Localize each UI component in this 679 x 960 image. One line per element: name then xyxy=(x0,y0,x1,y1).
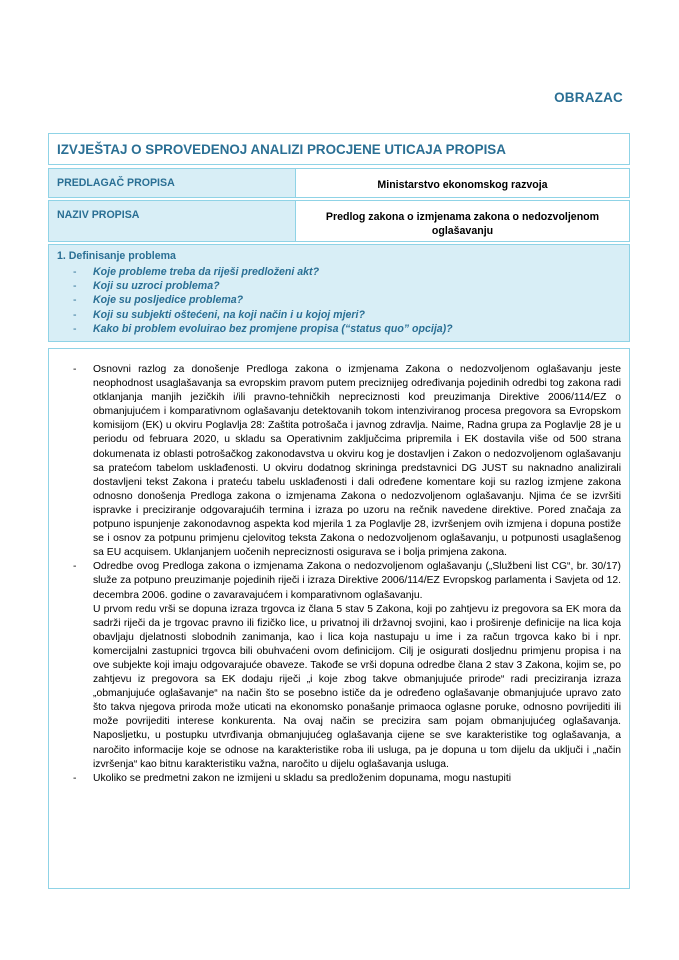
dash-bullet: - xyxy=(73,322,77,335)
question-item xyxy=(57,279,621,293)
regulation-name-row xyxy=(48,200,630,242)
dash-bullet: - xyxy=(73,266,77,278)
problem-heading: 1. Definisanje problema xyxy=(57,250,176,262)
report-title: IZVJEŠTAJ O SPROVEDENOJ ANALIZI PROCJENE UTICAJA PROPISA xyxy=(57,142,506,157)
paragraph-provisions xyxy=(57,560,621,602)
form-label: OBRAZAC xyxy=(554,90,623,105)
dash-bullet: - xyxy=(73,294,77,307)
dash-bullet: - xyxy=(73,772,77,784)
problem-definition-section xyxy=(48,244,630,342)
report-title-box xyxy=(48,133,630,165)
dash-bullet: - xyxy=(73,280,77,293)
proposer-label: PREDLAGAČ PROPISA xyxy=(49,169,296,197)
regulation-name-label: NAZIV PROPISA xyxy=(49,201,296,241)
paragraph-text: Odredbe ovog Predloga zakona o izmjenama Zakona o nedozvoljenom oglašavanju („Službeni list CG“, br. 30/17) služe za potpuno preuzimanje pojedinih riječi i izraza Direktive 2006/114/EZ Evropskog parlamenta i Savjeta od 12. decembra 2006. godine o zavaravajućem i komparativnom oglašavanju. xyxy=(93,561,621,601)
paragraph-text: Osnovni razlog za donošenje Predloga zakona o izmjenama Zakona o nedozvoljenom oglašavanju jeste neophodnost usaglašavanja sa evropskim pravom putem preciznijeg određivanja pojedinih odredbi tog zakona radi otklanjanja manjih jezičkih i/ili pravno-tehničkih nepreciznosti kod preuzimanja Direktive 2006/114/EZ o obmanjujućem i komparativnom oglašavanju detektovanih tokom intenziviranog procesa pregovora sa Evropskom komisijom (EK) u okviru Poglavlja 28: Zaštita potrošača i javnog zdravlja. Naime, Radna grupa za Poglavlje 28 je u periodu od februara 2020, u skladu sa Operativnim zaključcima pripremila i EK dostavila više od 500 strana dokumenata iz oblasti potrošačkog zakonodavstva u okviru kog je dostavljen i Zakon o nedozvoljenom oglašavanju sa pratećom tabelom usklađenosti. U okviru dodatnog skrininga predstavnici DG JUST su naknadno analizirali dostavljeni tekst Zakona i prateću tabelu usklađenosti i dali određene komentare koji su razlog izmjene zakona odnosno donošenja Predloga zakona o izmjenama Zakona o nedozvoljenom oglašavanju. Njima će se izvršiti ispravke i preciziranje odgovarajućih termina i izraza po uzoru na rečnik navedene direktive. Pored značaja za potpuno ispunjenje zakonodavnog aspekta kod mjerila 1 za Poglavlje 28, izvršenjem ovih izmjena i dopuna postiže se i osnov za potpunu primjenu cjelovitog teksta Zakona o nedozvoljenom oglašavanju, u potpunosti usaglašenog sa EU acquisem. Uklanjanjem uočenih nepreciznosti osigurava se i bolja primjena zakona. xyxy=(93,364,621,559)
problem-questions xyxy=(57,265,621,336)
question-item xyxy=(57,308,621,322)
paragraph-text: Ukoliko se predmetni zakon ne izmijeni u skladu sa predloženim dopunama, mogu nastupiti xyxy=(93,772,511,784)
analysis-body xyxy=(48,348,630,888)
proposer-value: Ministarstvo ekonomskog razvoja xyxy=(377,179,548,191)
question-text: Koje su posljedice problema? xyxy=(93,294,244,307)
regulation-name-value: Predlog zakona o izmjenama zakona o nedozvoljenom oglašavanju xyxy=(325,211,600,237)
paragraph-main-reason xyxy=(57,363,621,560)
paragraph-provisions-detail: U prvom redu vrši se dopuna izraza trgovca iz člana 5 stav 5 Zakona, koji po zahtjevu iz pregovora sa EK mora da sadrži riječi da je trgovac pravno ili fizičko lice, u privatnoj ili državnoj svojini, kao i proširenje definicije na lica koja obavljaju djelatnosti slobodnih zanimanja, kao i lica koja nastupaju u ime i za račun trgovca kako bi i npr. komercijalni zastupnici trgovca bili obuhvaćeni ovom definicijom. Cilj je osigurati dosljednu primjenu propisa i na ove subjekte koji imaju odgovarajuće obaveze. Takođe se vrši dopuna odredbe člana 2 stav 3 Zakona, kojim se, po zahtjevu iz pregovora sa EK dodaju riječi „i koje zbog takve obmanjujuće prirode“ radi preciziranja izraza „obmanjujuće oglašavanje“ na način što se posebno ističe da je određeno oglašavanje obmanjujuće upravo zato što takva njegova priroda može uticati na ekonomsko ponašanje primaoca oglasne poruke, odnosno povrijediti ili može povrijediti interese konkurenta. Na ovaj način se precizira sam pojam obmanjujućeg oglašavanja. Naposljetku, u postupku utvrđivanja obmanjujućeg oglašavanja cijene se sve karakteristike tog oglašavanja, a naročito informacije koje se odnose na karakteristike roba ili usluga, pa je dopuna u tom dijelu da uključi i „način izvršenja“ kao bitnu karakteristiku važna, naročito u dijelu oglašavanja usluga. xyxy=(93,603,621,770)
section-bottom-rule xyxy=(48,888,630,889)
question-text: Koji su subjekti oštećeni, na koji način i u kojoj mjeri? xyxy=(93,308,365,321)
question-item xyxy=(57,265,621,279)
dash-bullet: - xyxy=(73,308,77,321)
question-text: Kako bi problem evoluirao bez promjene propisa (“status quo” opcija)? xyxy=(93,322,453,335)
proposer-row xyxy=(48,168,630,198)
dash-bullet: - xyxy=(73,561,77,573)
question-item xyxy=(57,293,621,307)
question-item xyxy=(57,322,621,336)
dash-bullet: - xyxy=(73,364,77,375)
question-text: Koji su uzroci problema? xyxy=(93,280,220,293)
paragraph-consequences xyxy=(57,772,621,786)
question-text: Koje probleme treba da riješi predloženi akt? xyxy=(93,266,320,278)
